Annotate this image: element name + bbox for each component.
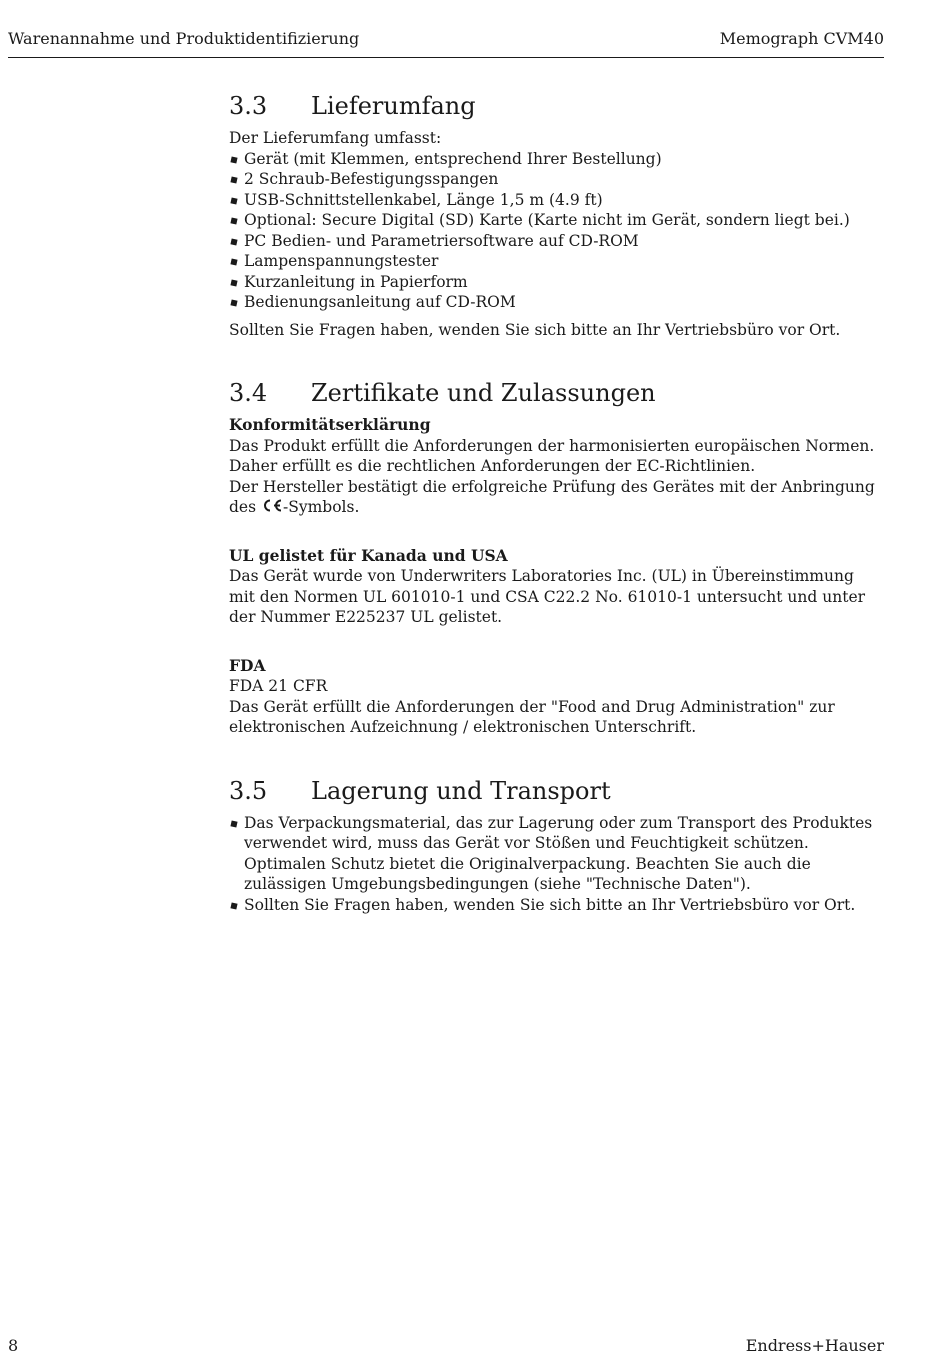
conformity-block <box>229 415 884 518</box>
page-header <box>8 28 884 58</box>
list-item: Sollten Sie Fragen haben, wenden Sie sich bitte an Ihr Vertriebsbüro vor Ort. <box>229 895 884 916</box>
section-title: Zertifikate und Zulassungen <box>311 379 656 407</box>
list-item: Gerät (mit Klemmen, entsprechend Ihrer Bestellung) <box>229 149 884 170</box>
list-item: USB-Schnittstellenkabel, Länge 1,5 m (4.9 ft) <box>229 190 884 211</box>
section-number: 3.4 <box>229 379 268 407</box>
paragraph: FDA 21 CFR <box>229 677 328 695</box>
delivery-list <box>229 149 884 313</box>
section-3-3 <box>229 90 884 340</box>
text-span: Der Hersteller bestätigt die erfolgreiche Prüfung des Gerätes mit der Anbringung des <box>229 477 875 516</box>
paragraph: Sollten Sie Fragen haben, wenden Sie sich bitte an Ihr Vertriebsbüro vor Ort. <box>229 320 841 339</box>
list-item: PC Bedien- und Parametriersoftware auf CD-ROM <box>229 231 884 252</box>
text-span: -Symbols. <box>282 498 360 516</box>
list-item: Lampenspannungstester <box>229 251 884 272</box>
section-heading <box>229 775 884 807</box>
header-section-title: Warenannahme und Produktidentifizierung <box>8 29 360 48</box>
subheading: FDA <box>229 655 266 675</box>
list-item: Kurzanleitung in Papierform <box>229 272 884 293</box>
list-item: Bedienungsanleitung auf CD-ROM <box>229 292 884 313</box>
paragraph: Das Gerät erfüllt die Anforderungen der "Food and Drug Administration" zur elektronischen Aufzeichnung / elektronischen Unterschrift. <box>229 697 835 736</box>
brand-name: Endress+Hauser <box>745 1336 884 1355</box>
section-number: 3.3 <box>229 92 268 120</box>
list-item: 2 Schraub-Befestigungsspangen <box>229 169 884 190</box>
paragraph: Das Produkt erfüllt die Anforderungen der harmonisierten europäischen Normen. Daher erfüllt es die rechtlichen Anforderungen der EC-Richtlinien. <box>229 436 875 475</box>
paragraph <box>229 477 884 518</box>
page-content <box>229 90 884 952</box>
section-title: Lieferumfang <box>311 92 476 120</box>
subheading: UL gelistet für Kanada und USA <box>229 545 508 565</box>
ul-block <box>229 546 884 628</box>
section-3-4 <box>229 377 884 738</box>
page-footer <box>8 1335 884 1357</box>
section-heading <box>229 90 884 122</box>
ce-mark-icon <box>261 499 283 512</box>
subheading: Konformitätserklärung <box>229 415 431 434</box>
page-number: 8 <box>8 1336 19 1355</box>
section-number: 3.5 <box>229 776 268 805</box>
section-heading <box>229 377 884 409</box>
paragraph: Der Lieferumfang umfasst: <box>229 129 442 147</box>
list-item: Optional: Secure Digital (SD) Karte (Karte nicht im Gerät, sondern liegt bei.) <box>229 210 884 231</box>
list-item: Das Verpackungsmaterial, das zur Lagerung oder zum Transport des Produktes verwendet wird, muss das Gerät vor Stößen und Feuchtigkeit schützen. Optimalen Schutz bietet die Originalverpackung. Beachten Sie auch die zulässigen Umgebungsbedingungen (siehe "Technische Daten"). <box>229 813 884 895</box>
storage-list <box>229 813 884 916</box>
fda-block <box>229 656 884 738</box>
section-3-5 <box>229 775 884 916</box>
paragraph: Das Gerät wurde von Underwriters Laboratories Inc. (UL) in Übereinstimmung mit den Normen UL 601010-1 und CSA C22.2 No. 61010-1 untersucht und unter der Nummer E225237 UL gelistet. <box>229 567 866 626</box>
header-product-name: Memograph CVM40 <box>719 29 884 48</box>
section-title: Lagerung und Transport <box>311 776 611 805</box>
